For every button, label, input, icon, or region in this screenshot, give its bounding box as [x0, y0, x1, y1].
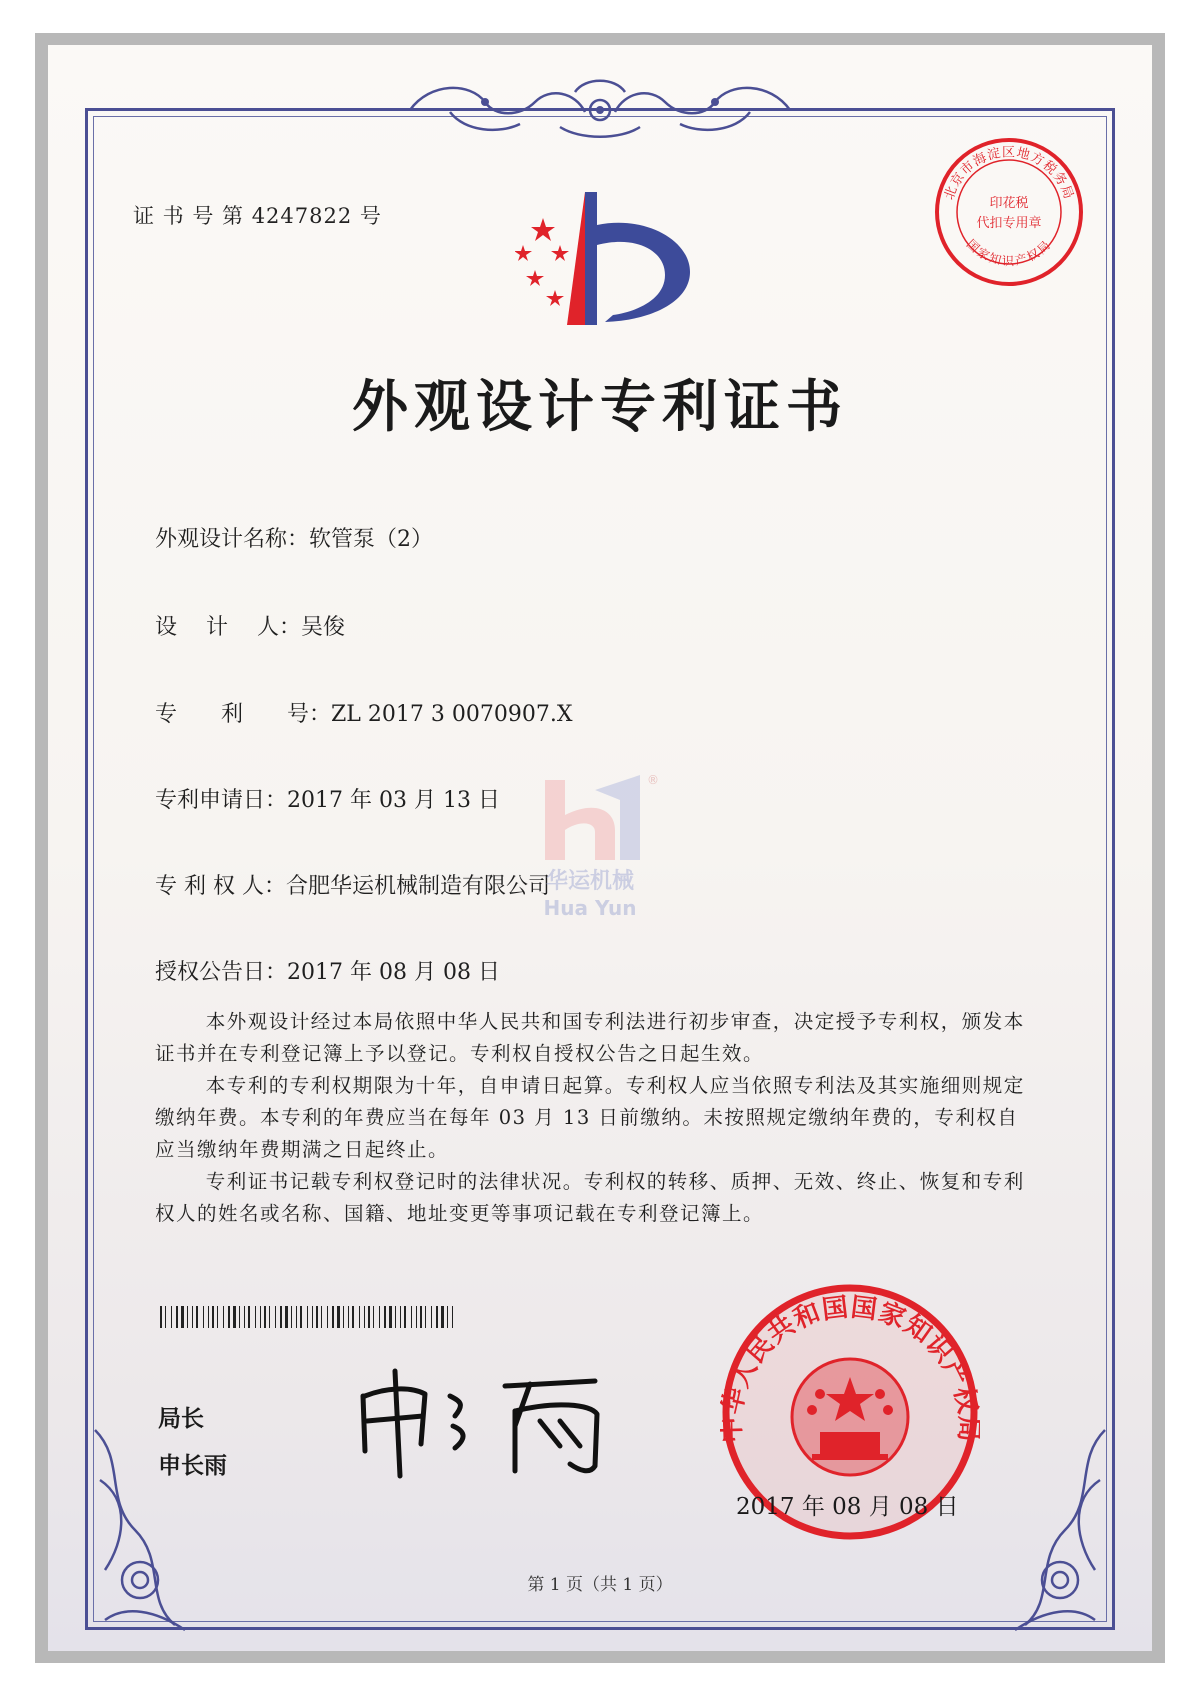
barcode	[160, 1306, 460, 1328]
patent-number-field	[155, 697, 573, 728]
director-name: 申长雨	[158, 1453, 227, 1479]
designer-label: 设 计 人：	[155, 615, 301, 640]
big-seal-text: 华人民共和国国家知识产权	[720, 1292, 980, 1418]
grant-date-field	[155, 955, 500, 986]
patentee-field	[155, 869, 550, 900]
grant-date-value: 2017 年 08 月 08 日	[287, 960, 500, 985]
patent-number-value: ZL 2017 3 0070907.X	[331, 702, 573, 727]
svg-text:北京市海淀区地方税务局	[942, 145, 1076, 202]
patentee-label: 专 利 权 人：	[155, 874, 286, 899]
svg-text:国家知识产权局	[964, 237, 1055, 268]
watermark-brand-en: Hua Yun	[543, 896, 637, 920]
certificate-body-text	[155, 1006, 1025, 1230]
tax-stamp-seal	[932, 135, 1087, 294]
page-footer: 第 1 页（共 1 页）	[527, 1575, 673, 1595]
director-title: 局长	[158, 1406, 204, 1432]
body-paragraph-3: 专利证书记载专利权登记时的法律状况。专利权的转移、质押、无效、终止、恢复和专利权人的姓名或名称、国籍、地址变更等事项记载在专利登记簿上。	[155, 1170, 1025, 1225]
seal-top-outer-text: 北京市海淀区地方税务局	[941, 145, 1077, 202]
seal-top-bottom-text: 国家知识产权局	[963, 236, 1055, 269]
bottom-right-corner-ornament-icon	[1005, 1420, 1115, 1640]
filing-date-label: 专利申请日：	[155, 788, 288, 813]
top-scroll-ornament-icon	[390, 72, 810, 142]
patent-number-label: 专 利 号：	[155, 702, 332, 727]
issue-date: 2017 年 08 月 08 日	[736, 1494, 959, 1520]
certificate-title: 外观设计专利证书	[352, 375, 848, 440]
seal-top-inner-text-2: 代扣专用章	[976, 216, 1042, 231]
design-name-field	[155, 522, 433, 553]
watermark-brand-cn: 华运机械	[545, 869, 635, 894]
design-name-label: 外观设计名称：	[155, 527, 310, 552]
patentee-value: 合肥华运机械制造有限公司	[285, 874, 550, 899]
designer-value: 吴俊	[301, 615, 346, 640]
watermark-registered-mark: ®	[647, 773, 659, 787]
certificate-number: 证 书 号 第 4247822 号	[133, 204, 382, 228]
body-paragraph-1: 本外观设计经过本局依照中华人民共和国专利法进行初步审查，决定授予专利权，颁发本证书并在专利登记簿上予以登记。专利权自授权公告之日起生效。	[155, 1010, 1025, 1065]
design-name-value: 软管泵（2）	[309, 527, 434, 552]
huayun-watermark-logo	[535, 770, 675, 934]
seal-top-inner-text-1: 印花税	[989, 196, 1029, 211]
filing-date-value: 2017 年 03 月 13 日	[287, 788, 500, 813]
body-paragraph-2: 本专利的专利权期限为十年，自申请日起算。专利权人应当依照专利法及其实施细则规定缴纳年费。本专利的年费应当在每年 03 月 13 日前缴纳。未按照规定缴纳年费的，专利权自应当缴纳年费期满之日起终止。	[155, 1074, 1025, 1161]
director-signature	[355, 1366, 615, 1486]
designer-field	[155, 610, 345, 641]
patent-office-emblem-icon	[515, 190, 695, 330]
grant-date-label: 授权公告日：	[155, 960, 288, 985]
filing-date-field	[155, 783, 500, 814]
